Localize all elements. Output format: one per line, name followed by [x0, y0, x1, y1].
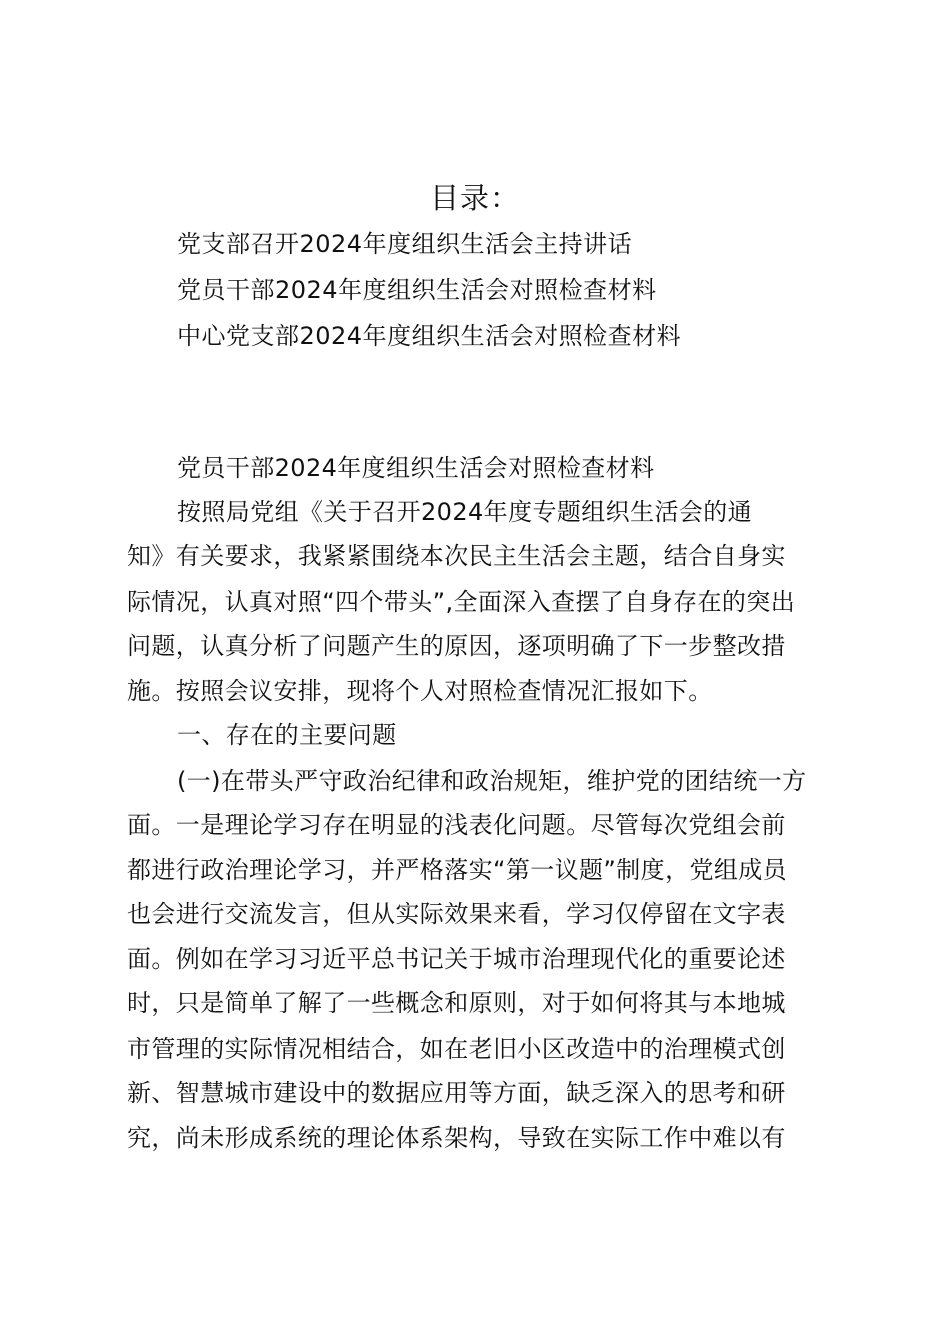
section-heading: 一、存在的主要问题 [177, 721, 397, 749]
paragraph-line: 问题，认真分析了问题产生的原因，逐项明确了下一步整改措 [127, 632, 786, 660]
paragraph-line: 究，尚未形成系统的理论体系架构，导致在实际工作中难以有 [127, 1124, 786, 1152]
toc-item: 党支部召开2024年度组织生活会主持讲话 [177, 230, 633, 258]
paragraph-line: 知》有关要求，我紧紧围绕本次民主生活会主题，结合自身实 [127, 542, 786, 570]
paragraph-line: 按照局党组《关于召开2024年度专题组织生活会的通 [177, 498, 753, 526]
paragraph-line: 面。一是理论学习存在明显的浅表化问题。尽管每次党组会前 [127, 811, 786, 839]
paragraph-line: 市管理的实际情况相结合，如在老旧小区改造中的治理模式创 [127, 1035, 786, 1063]
toc-title: 目录： [429, 181, 520, 215]
paragraph-line: 际情况，认真对照“四个带头”,全面深入查摆了自身存在的突出 [127, 588, 796, 616]
document-title: 党员干部2024年度组织生活会对照检查材料 [177, 454, 655, 482]
toc-item: 中心党支部2024年度组织生活会对照检查材料 [177, 322, 682, 350]
paragraph-line: 也会进行交流发言，但从实际效果来看，学习仅停留在文字表 [127, 900, 786, 928]
paragraph-line: 都进行政治理论学习，并严格落实“第一议题”制度，党组成员 [127, 856, 788, 884]
paragraph-line: (一)在带头严守政治纪律和政治规矩，维护党的团结统一方 [177, 767, 807, 795]
toc-item: 党员干部2024年度组织生活会对照检查材料 [177, 276, 657, 304]
paragraph-line: 新、智慧城市建设中的数据应用等方面，缺乏深入的思考和研 [127, 1079, 786, 1107]
paragraph-line: 施。按照会议安排，现将个人对照检查情况汇报如下。 [127, 677, 713, 705]
paragraph-line: 面。例如在学习习近平总书记关于城市治理现代化的重要论述 [127, 945, 786, 973]
paragraph-line: 时，只是简单了解了一些概念和原则，对于如何将其与本地城 [127, 989, 786, 1017]
